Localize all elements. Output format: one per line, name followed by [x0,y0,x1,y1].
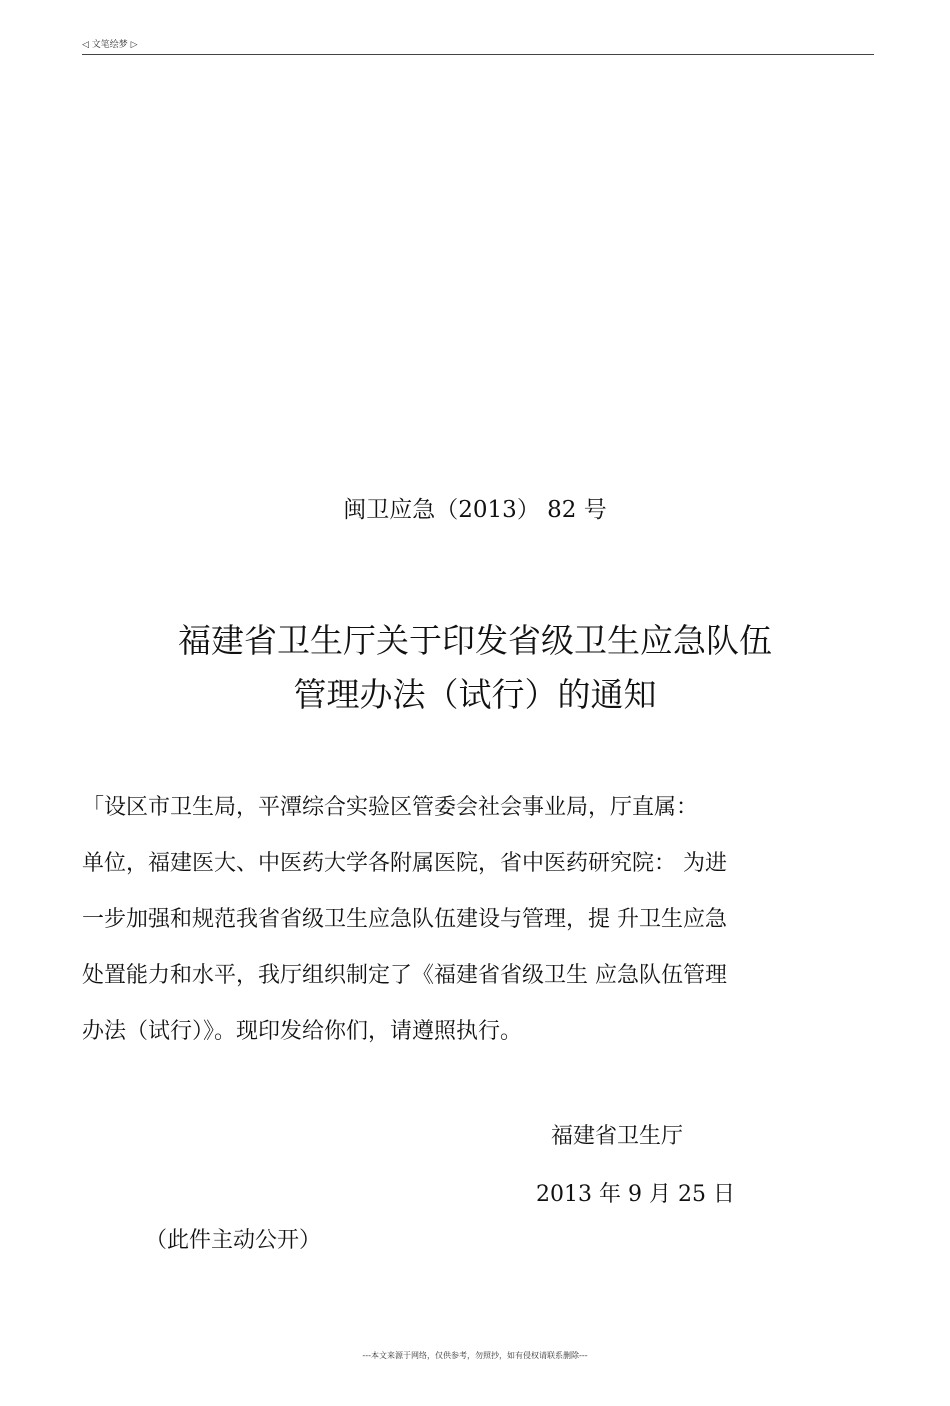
title-line-1: 福建省卫生厅关于印发省级卫生应急队伍 [178,621,772,660]
title-line-2: 管理办法（试行）的通知 [293,675,657,714]
header-text: ◁ 文笔绘梦 ▷ [82,40,138,50]
document-title [0,614,950,722]
document-body [82,780,874,1060]
public-disclosure-note: （此件主动公开） [145,1228,322,1253]
document-number: 闽卫应急（2013） 82 号 [343,497,607,523]
body-line-5: 办法（试行）》。现印发给你们，请遵照执行。 [82,1019,523,1044]
issuer-signature: 福建省卫生厅 [551,1124,684,1149]
body-line-1: 「设区市卫生局，平潭综合实验区管委会社会事业局，厅直属： [82,795,699,820]
body-line-4: 处置能力和水平，我厅组织制定了《福建省省级卫生 应急队伍管理 [82,963,727,988]
body-line-2: 单位，福建医大、中医药大学各附属医院，省中医药研究院： 为进 [82,851,727,876]
body-line-3: 一步加强和规范我省省级卫生应急队伍建设与管理，提 升卫生应急 [82,907,727,932]
page-footer: ---本文来源于网络，仅供参考，勿照抄，如有侵权请联系删除--- [362,1351,588,1360]
page-header [82,38,874,55]
issue-date: 2013 年 9 月 25 日 [536,1182,735,1207]
